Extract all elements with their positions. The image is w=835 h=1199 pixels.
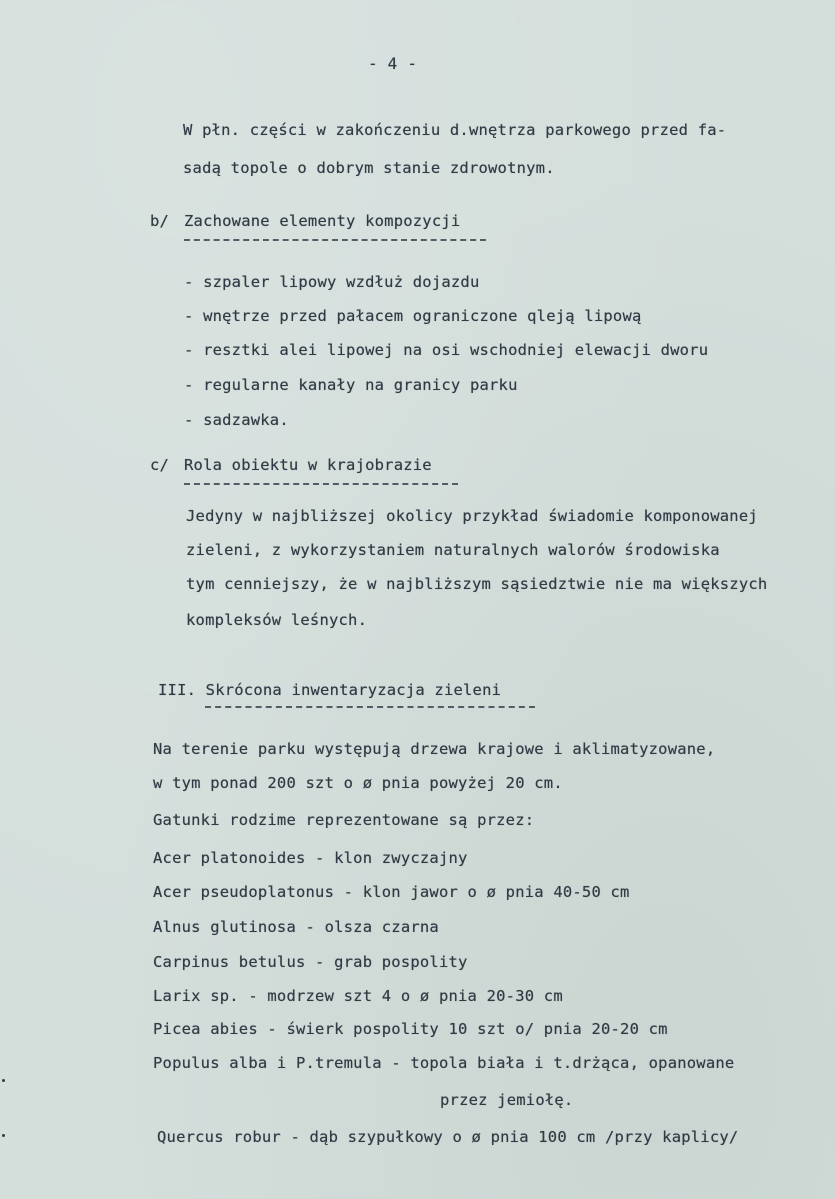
section-c-paragraph-line-4: kompleksów leśnych. — [186, 611, 368, 629]
section-b-item-3: - resztki alei lipowej na osi wschodniej elewacji dworu — [184, 341, 709, 359]
section-c-heading: Rola obiektu w krajobrazie — [184, 456, 432, 474]
intro-line-2: sadą topole o dobrym stanie zdrowotnym. — [183, 159, 555, 177]
margin-mark — [2, 1134, 5, 1137]
section-c-underline — [184, 483, 458, 485]
margin-mark — [2, 1079, 5, 1082]
section-b-underline — [184, 239, 486, 241]
species-alnus-glutinosa: Alnus glutinosa - olsza czarna — [153, 918, 439, 936]
page-number: - 4 - — [368, 54, 418, 73]
species-picea-abies: Picea abies - świerk pospolity 10 szt o/ pnia 20-20 cm — [153, 1020, 668, 1038]
section-c-paragraph-line-1: Jedyny w najbliższej okolicy przykład świadomie komponowanej — [186, 507, 758, 525]
species-quercus-robur: Quercus robur - dąb szypułkowy o ø pnia 100 cm /przy kaplicy/ — [157, 1128, 739, 1146]
section-iii-line-2: w tym ponad 200 szt o ø pnia powyżej 20 cm. — [153, 774, 563, 792]
section-c-paragraph-line-3: tym cenniejszy, że w najbliższym sąsiedztwie nie ma większych — [186, 575, 768, 593]
species-larix: Larix sp. - modrzew szt 4 o ø pnia 20-30 cm — [153, 987, 563, 1005]
species-carpinus-betulus: Carpinus betulus - grab pospolity — [153, 953, 468, 971]
section-iii-line-1: Na terenie parku występują drzewa krajowe i aklimatyzowane, — [153, 740, 716, 758]
section-b-item-5: - sadzawka. — [184, 411, 289, 429]
intro-line-1: W płn. części w zakończeniu d.wnętrza parkowego przed fa- — [183, 121, 727, 139]
species-acer-platanoides: Acer platonoides - klon zwyczajny — [153, 849, 468, 867]
species-populus: Populus alba i P.tremula - topola biała i t.drżąca, opanowane — [153, 1054, 735, 1072]
species-populus-continued: przez jemiołę. — [440, 1091, 574, 1109]
section-b-item-1: - szpaler lipowy wzdłuż dojazdu — [184, 273, 480, 291]
section-iii-line-3: Gatunki rodzime reprezentowane są przez: — [153, 811, 535, 829]
section-b-item-4: - regularne kanały na granicy parku — [184, 376, 518, 394]
section-iii-heading: III. Skrócona inwentaryzacja zieleni — [158, 681, 502, 699]
section-b-heading: Zachowane elementy kompozycji — [184, 212, 461, 230]
section-c-paragraph-line-2: zieleni, z wykorzystaniem naturalnych walorów środowiska — [186, 541, 720, 559]
section-iii-underline — [205, 706, 535, 708]
section-c-label: c/ — [150, 456, 170, 474]
section-b-item-2: - wnętrze przed pałacem ograniczone qleją lipową — [184, 307, 642, 325]
section-b-label: b/ — [150, 212, 170, 230]
species-acer-pseudoplatanus: Acer pseudoplatonus - klon jawor o ø pnia 40-50 cm — [153, 883, 630, 901]
